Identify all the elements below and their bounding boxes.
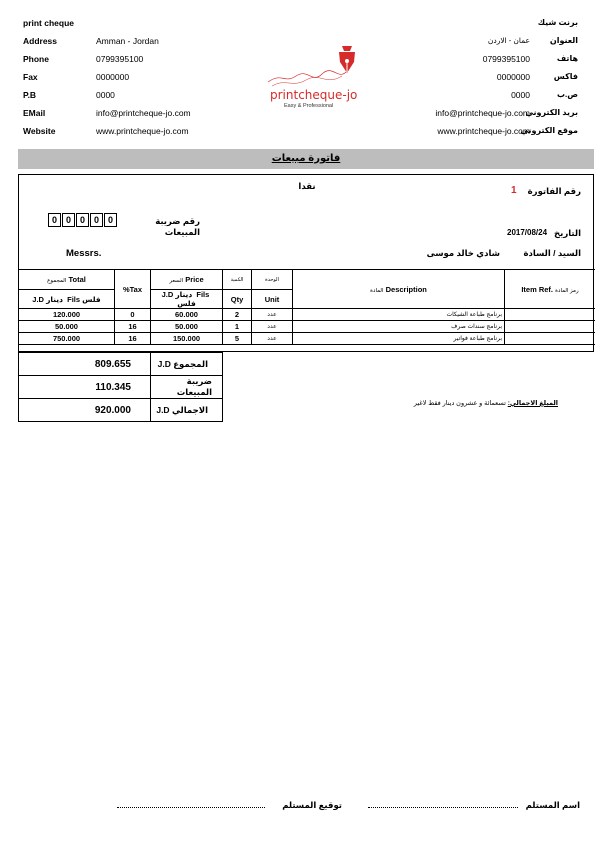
sales-tax-label: ضريبة المبيعات xyxy=(151,376,223,399)
tax-number-label: رقم ضريبة المبيعات xyxy=(155,216,200,237)
table-row xyxy=(19,333,595,345)
row-qty: 1 xyxy=(223,321,252,333)
fax-value-ar: 0000000 xyxy=(496,72,530,82)
row-item-ref xyxy=(505,321,595,333)
qty-en-subheader: Qty xyxy=(223,290,252,309)
row-qty: 5 xyxy=(223,333,252,345)
items-table xyxy=(18,269,595,345)
amount-words-text: تسعمائة و عشرون دينار فقط لاغير xyxy=(413,400,506,407)
col-description-header: المادة Description xyxy=(293,270,505,309)
email-label-ar: بريد الكتروني xyxy=(525,108,578,117)
tax-digit: 0 xyxy=(90,213,103,227)
grand-total-row xyxy=(19,399,223,422)
amount-in-words xyxy=(414,399,558,407)
receiver-signature-line xyxy=(117,807,265,808)
payment-type: نقدا xyxy=(298,181,316,191)
pb-value: 0000 xyxy=(96,90,115,100)
row-unit: عدد xyxy=(252,333,293,345)
pb-value-ar: 0000 xyxy=(511,90,530,100)
phone-label: Phone xyxy=(23,54,49,64)
row-qty: 2 xyxy=(223,309,252,321)
tax-digit: 0 xyxy=(48,213,61,227)
row-total: 750.000 xyxy=(19,333,115,345)
sales-tax-row xyxy=(19,376,223,399)
company-name-en: print cheque xyxy=(23,18,75,28)
phone-value-ar: 0799395100 xyxy=(482,54,530,64)
table-row xyxy=(19,309,595,321)
row-total: 50.000 xyxy=(19,321,115,333)
row-total: 120.000 xyxy=(19,309,115,321)
receiver-name-label: اسم المستلم xyxy=(525,800,580,810)
email-label: EMail xyxy=(23,108,46,118)
row-item-ref xyxy=(505,333,595,345)
invoice-date-label: التاريخ xyxy=(554,228,581,238)
phone-label-ar: هاتف xyxy=(556,54,578,63)
table-row xyxy=(19,321,595,333)
address-label-ar: العنوان xyxy=(549,36,578,45)
logo-brand: printcheque-jo xyxy=(270,88,358,102)
row-price: 150.000 xyxy=(151,333,223,345)
company-name-ar: برنت شيك xyxy=(537,18,578,27)
row-tax: 16 xyxy=(115,321,151,333)
row-description: برنامج سندات صرف xyxy=(293,321,505,333)
fax-label-ar: فاكس xyxy=(553,72,578,81)
phone-value: 0799395100 xyxy=(96,54,144,64)
table-header-row xyxy=(19,270,595,290)
invoice-title-bar xyxy=(18,149,594,169)
row-description: برنامج طباعة الشيكات xyxy=(293,309,505,321)
col-unit-header: الوحدة xyxy=(252,270,293,290)
row-item-ref xyxy=(505,309,595,321)
fax-label: Fax xyxy=(23,72,38,82)
website-label-ar: موقع الكتروني xyxy=(520,126,578,135)
email-value-ar[interactable]: info@printcheque-jo.com xyxy=(435,108,530,118)
unit-en-subheader: Unit xyxy=(252,290,293,309)
messrs-label: Messrs. xyxy=(66,248,102,259)
col-price-header: السعر Price xyxy=(151,270,223,290)
subtotal-row xyxy=(19,353,223,376)
row-description: برنامج طباعة فواتير xyxy=(293,333,505,345)
website-value[interactable]: www.printcheque-jo.com xyxy=(96,126,189,136)
address-value: Amman - Jordan xyxy=(96,36,159,46)
tax-digit: 0 xyxy=(62,213,75,227)
company-logo xyxy=(262,42,372,116)
website-value-ar[interactable]: www.printcheque-jo.com xyxy=(437,126,530,136)
tax-digit: 0 xyxy=(76,213,89,227)
tax-digit: 0 xyxy=(104,213,117,227)
address-label: Address xyxy=(23,36,58,46)
receiver-signature-label: توقيع المستلم xyxy=(282,800,342,810)
price-currency-subheader: J.D دينار Fils فلس xyxy=(151,290,223,309)
row-tax: 16 xyxy=(115,333,151,345)
row-price: 60.000 xyxy=(151,309,223,321)
pb-label-ar: ص.ب xyxy=(556,90,578,99)
row-unit: عدد xyxy=(252,321,293,333)
grand-total-value: 920.000 xyxy=(19,399,151,422)
invoice-date: 2017/08/24 xyxy=(507,228,548,237)
total-currency-subheader: J.D دينار Fils فلس xyxy=(19,290,115,309)
customer-name: شادي خالد موسى xyxy=(426,248,500,258)
tax-number-boxes[interactable] xyxy=(48,213,117,227)
invoice-number: 1 xyxy=(511,185,517,196)
email-value[interactable]: info@printcheque-jo.com xyxy=(96,108,191,118)
col-tax-header: %Tax xyxy=(115,270,151,309)
receiver-name-line xyxy=(368,807,518,808)
customer-label: السيد / السادة xyxy=(523,248,581,258)
col-qty-header: الكمية xyxy=(223,270,252,290)
website-label: Website xyxy=(23,126,56,136)
invoice-title: فاتورة مبيعات xyxy=(271,153,341,164)
row-price: 50.000 xyxy=(151,321,223,333)
address-value-ar: عمان - الاردن xyxy=(487,36,530,45)
col-item-ref-header: Item Ref. رمز المادة xyxy=(505,270,595,309)
row-tax: 0 xyxy=(115,309,151,321)
totals-table xyxy=(18,352,223,422)
pb-label: P.B xyxy=(23,90,37,100)
fax-value: 0000000 xyxy=(96,72,130,82)
subtotal-value: 809.655 xyxy=(19,353,151,376)
grand-total-label: الاجمالي J.D xyxy=(151,399,223,422)
subtotal-label: المجموع J.D xyxy=(151,353,223,376)
invoice-number-label: رقم الفاتورة xyxy=(527,186,581,196)
amount-words-label: المبلغ الاجمالي: xyxy=(507,400,558,407)
logo-tagline: Easy & Professional xyxy=(284,103,334,109)
col-total-header: المجموع Total xyxy=(19,270,115,290)
sales-tax-value: 110.345 xyxy=(19,376,151,399)
row-unit: عدد xyxy=(252,309,293,321)
